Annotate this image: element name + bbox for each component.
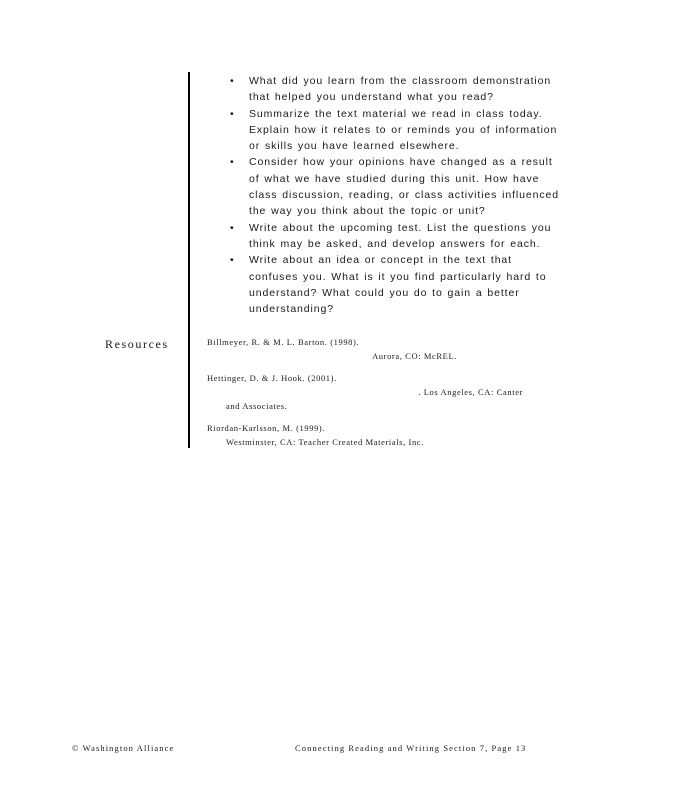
- reference-publisher-line: Aurora, CO: McREL.: [372, 351, 457, 361]
- list-item: [229, 73, 559, 106]
- reference-entry: [207, 421, 537, 449]
- list-item: [229, 106, 559, 155]
- list-item-text: What did you learn from the classroom demonstration that helped you understand what you read?: [249, 75, 552, 104]
- reference-author-line: Billmeyer, R. & M. L. Barton. (1998).: [207, 337, 360, 347]
- journal-prompt-list: [229, 73, 559, 317]
- list-item-text: Write about an idea or concept in the text that confuses you. What is it you find particularly hard to understand? What could you do to gain a better understanding?: [249, 254, 547, 316]
- footer-page-info: Connecting Reading and Writing Section 7, Page 13: [295, 743, 527, 753]
- reference-entry: [207, 371, 537, 413]
- list-item-text: Consider how your opinions have changed as a result of what we have studied during this unit. How have class discussion, reading, or class activities influenced the way you think about the topic or unit?: [249, 156, 560, 218]
- reference-publisher-line: Westminster, CA: Teacher Created Materials, Inc.: [226, 437, 424, 447]
- bullet-icon: •: [230, 156, 235, 169]
- reference-entry: [207, 335, 537, 363]
- section-divider-line: [188, 72, 190, 448]
- bullet-icon: •: [230, 107, 235, 120]
- list-item: [229, 252, 559, 317]
- list-item: [229, 220, 559, 253]
- list-item: [229, 154, 559, 219]
- bullet-icon: •: [230, 254, 235, 267]
- reference-author-line: Riordan-Karlsson, M. (1999).: [207, 423, 326, 433]
- reference-author-line: Hettinger, D. & J. Hook. (2001).: [207, 373, 337, 383]
- list-item-text: Summarize the text material we read in class today. Explain how it relates to or reminds you of information or skills you have learned elsewhere.: [249, 107, 558, 153]
- footer-copyright: © Washington Alliance: [72, 743, 175, 753]
- bullet-icon: •: [230, 221, 235, 234]
- bullet-icon: •: [230, 75, 235, 87]
- reference-publisher-line: . Los Angeles, CA: Canter: [418, 387, 523, 397]
- reference-continuation-line: and Associates.: [226, 401, 288, 411]
- list-item-text: Write about the upcoming test. List the questions you think may be asked, and develop answers for each.: [249, 221, 552, 250]
- reference-list: [207, 335, 537, 457]
- resources-heading: Resources: [105, 337, 169, 351]
